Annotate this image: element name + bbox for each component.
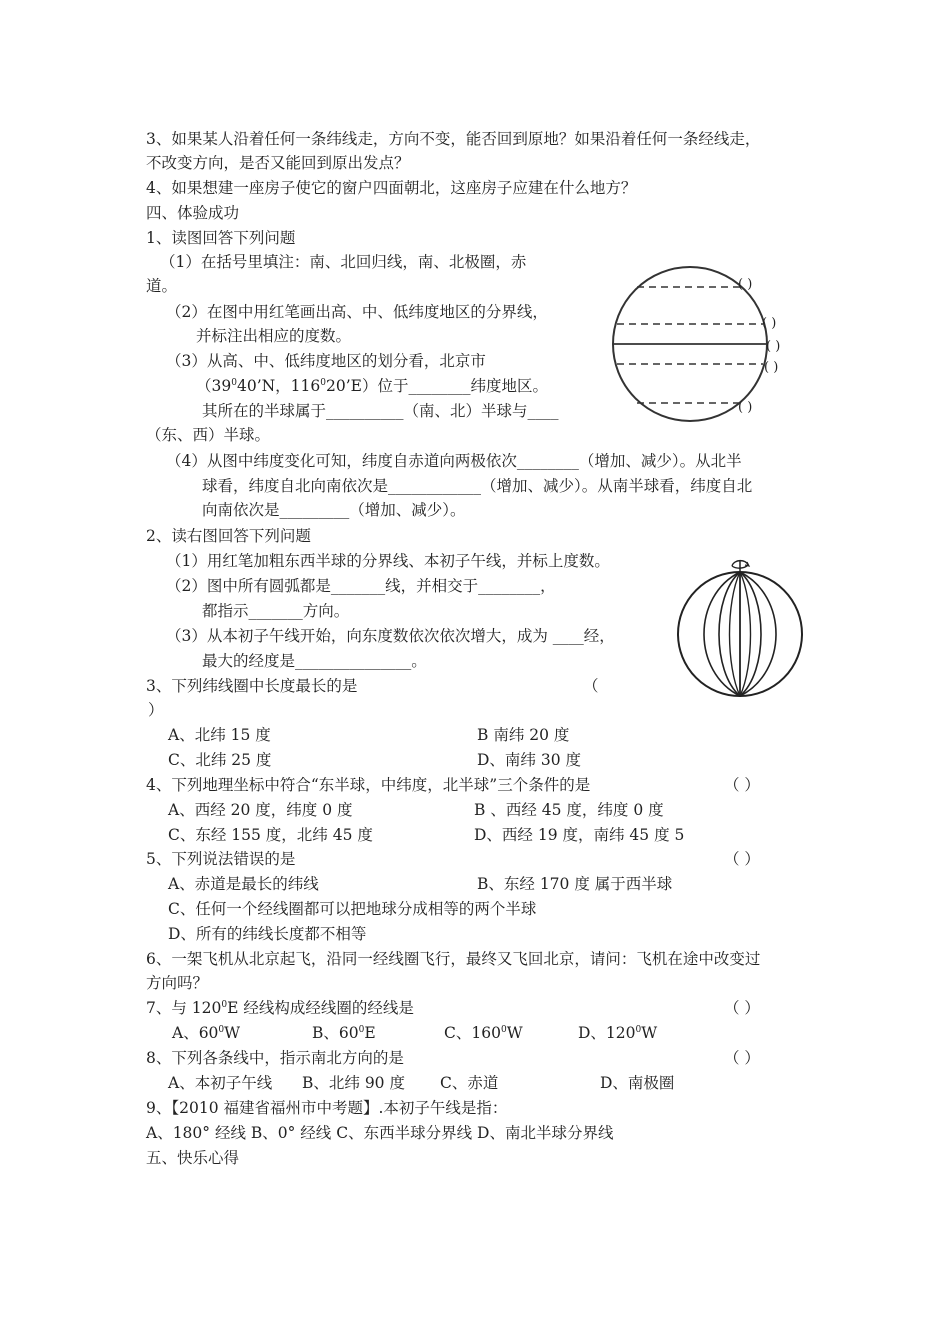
- mc-3-option-c: C、北纬 25 度: [168, 751, 272, 769]
- exercise-1-part-2: （2）在图中用红笔画出高、中、低纬度地区的分界线，: [166, 303, 548, 321]
- bracket-equator: ( ): [766, 339, 781, 354]
- exercise-2-part-2: （2）图中所有圆弧都是_______线，并相交于________，: [166, 577, 556, 595]
- question-4: 4、如果想建一座房子使它的窗户四面朝北，这座房子应建在什么地方？: [146, 179, 637, 197]
- mc-4-option-c: C、东经 155 度，北纬 45 度: [168, 826, 373, 844]
- exercise-2-part-1: （1）用红笔加粗东西半球的分界线、本初子午线，并标上度数。: [166, 552, 610, 570]
- exercise-1-part-3: （3）从高、中、低纬度地区的划分看，北京市: [166, 352, 486, 370]
- bracket-arctic: ( ): [738, 277, 753, 292]
- mc-7-option-a: A、$60^0W$: [172, 1024, 241, 1042]
- exercise-1-part-4: （4）从图中纬度变化可知，纬度自赤道向两极依次________（增加、减少）。从北半: [166, 452, 742, 470]
- mc-question-3-paren-open: （: [583, 677, 599, 695]
- mc-question-3: 3、下列纬线圈中长度最长的是: [146, 677, 358, 695]
- mc-question-8-answer-bracket: （ ）: [724, 1049, 760, 1067]
- mc-5-option-c: C、任何一个经线圈都可以把地球分成相等的两个半球: [168, 900, 537, 918]
- mc-question-8: 8、下列各条线中，指示南北方向的是: [146, 1049, 404, 1067]
- exercise-1-part-2-cont: 并标注出相应的度数。: [196, 327, 352, 345]
- exercise-2-part-3-cont: 最大的经度是_______________。: [202, 652, 427, 670]
- exercise-1-title: 1、读图回答下列问题: [146, 229, 296, 247]
- question-6-line-2: 方向吗？: [146, 974, 209, 992]
- mc-question-7-answer-bracket: （ ）: [724, 999, 760, 1017]
- mc-question-4-answer-bracket: （ ）: [724, 776, 760, 794]
- meridian-arc: [740, 572, 776, 696]
- exercise-1-part-1: （1）在括号里填注：南、北回归线，南、北极圈，赤: [160, 253, 527, 271]
- mc-8-option-c: C、赤道: [440, 1074, 499, 1092]
- mc-question-5-answer-bracket: （ ）: [724, 850, 760, 868]
- mc-4-option-a: A、西经 20 度，纬度 0 度: [168, 801, 353, 819]
- mc-question-7: 7、与 $120^0E$ 经线构成经线圈的经线是: [146, 999, 414, 1017]
- mc-5-option-d: D、所有的纬线长度都不相等: [168, 925, 367, 943]
- meridian-arc: [704, 572, 740, 696]
- mc-4-option-b: B 、西经 45 度，纬度 0 度: [474, 801, 664, 819]
- bracket-antarctic: ( ): [738, 400, 753, 415]
- mc-7-option-d: D、$120^0W$: [578, 1024, 658, 1042]
- mc-3-option-d: D、南纬 30 度: [477, 751, 582, 769]
- exercise-1-part-3-coords: （$39^040’N$，$116^020’E$）位于________纬度地区。: [196, 377, 548, 395]
- mc-question-4: 4、下列地理坐标中符合“东半球，中纬度，北半球”三个条件的是: [146, 776, 591, 794]
- meridian-arc: [740, 572, 751, 696]
- mc-question-5: 5、下列说法错误的是: [146, 850, 296, 868]
- exercise-1-part-1-cont: 道。: [146, 277, 178, 295]
- question-9: 9、【2010 福建省福州市中考题】.本初子午线是指：: [146, 1099, 508, 1117]
- mc-3-option-a: A、北纬 15 度: [168, 726, 271, 744]
- question-3-line-1: 3、如果某人沿着任何一条纬线走，方向不变，能否回到原地？如果沿着任何一条经线走，: [146, 130, 761, 148]
- question-6-line-1: 6、一架飞机从北京起飞，沿同一经线圈飞行，最终又飞回北京，请问：飞机在途中改变过: [146, 950, 761, 968]
- mc-7-option-b: B、$60^0E$: [312, 1024, 376, 1042]
- exercise-2-title: 2、读右图回答下列问题: [146, 527, 311, 545]
- mc-5-option-a: A、赤道是最长的纬线: [168, 875, 319, 893]
- section-4-heading: 四、体验成功: [146, 204, 240, 222]
- exercise-1-part-3-hemisphere: 其所在的半球属于__________（南、北）半球与____: [202, 402, 559, 420]
- mc-3-option-b: B 南纬 20 度: [477, 726, 570, 744]
- latitude-diagram: [600, 262, 830, 437]
- exercise-1-part-3-cont: （东、西）半球。: [146, 426, 271, 444]
- mc-4-option-d: D、西经 19 度，南纬 45 度 5: [474, 826, 685, 844]
- exercise-1-part-4-cont-2: 向南依次是_________（增加、减少）。: [202, 501, 466, 519]
- bracket-tropic-cancer: ( ): [762, 316, 777, 331]
- mc-5-option-b: B、东经 170 度 属于西半球: [477, 875, 673, 893]
- mc-8-option-a: A、本初子午线: [168, 1074, 273, 1092]
- section-5-heading: 五、快乐心得: [146, 1149, 240, 1167]
- mc-8-option-d: D、南极圈: [600, 1074, 675, 1092]
- meridian-diagram: [672, 556, 812, 702]
- exercise-1-part-4-cont-1: 球看，纬度自北向南依次是____________（增加、减少）。从南半球看，纬度自北: [202, 477, 753, 495]
- question-9-options: A、180° 经线 B、0° 经线 C、东西半球分界线 D、南北半球分界线: [146, 1124, 614, 1142]
- meridian-arc: [730, 572, 741, 696]
- exercise-2-part-2-cont: 都指示_______方向。: [202, 602, 350, 620]
- bracket-tropic-capricorn: ( ): [764, 360, 779, 375]
- mc-7-option-c: C、$160^0W$: [444, 1024, 523, 1042]
- exercise-2-part-3: （3）从本初子午线开始，向东度数依次依次增大，成为 ____经，: [166, 627, 615, 645]
- mc-8-option-b: B、北纬 90 度: [302, 1074, 405, 1092]
- question-3-line-2: 不改变方向，是否又能回到原出发点？: [146, 154, 410, 172]
- mc-question-3-paren-close: ）: [148, 701, 164, 719]
